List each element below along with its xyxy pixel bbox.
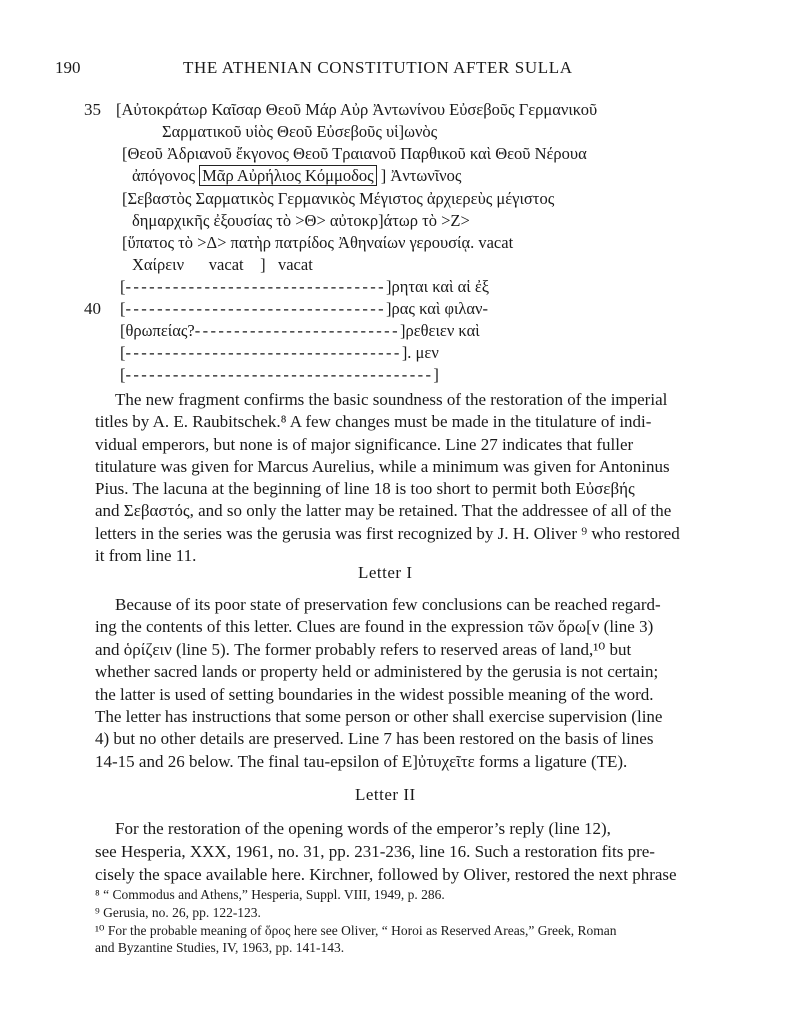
text-line: Because of its poor state of preservation few conclusions can be reached regard- [115,595,661,614]
text-line: The letter has instructions that some person or other shall exercise supervision (line [95,707,663,727]
paragraph-letter-2 [95,817,677,886]
text-line: and Σεβαστός, and so only the latter may be retained. That the addressee of all of the [95,501,672,521]
line-number: 40 [84,299,101,318]
text-line: letters in the series was the gerusia was first recognized by J. H. Oliver ⁹ who restored [95,523,680,543]
inscription-text: ἀπόγονος [132,166,196,185]
erased-name-box: Μᾶρ Αὐρήλιος Κόμμοδος [199,165,377,186]
text-line: whether sacred lands or property held or administered by the gerusia is not certain; [95,662,659,682]
inscription-line: Χαίρειν vacat ] vacat [132,255,313,274]
line-number: 35 [84,100,101,119]
text-line: 4) but no other details are preserved. Line 7 has been restored on the basis of lines [95,729,654,749]
lacuna-line: [---------------------------------]ρας καὶ φιλαν- [120,299,489,318]
inscription-line: [Θεοῦ Ἀδριανοῦ ἔκγονος Θεοῦ Τραιανοῦ Παρθικοῦ καὶ Θεοῦ Νέρουα [122,144,587,163]
lacuna-line: [-----------------------------------]. μεν [120,343,439,362]
text-line: The new fragment confirms the basic soundness of the restoration of the imperial [115,390,668,409]
inscription-line: [Σεβαστὸς Σαρματικὸς Γερμανικὸς Μέγιστος ἀρχιερεὺς μέγιστος [122,189,555,208]
text-line: ing the contents of this letter. Clues are found in the expression τῶν ὅρω[ν (line 3) [95,617,654,637]
text-line: Pius. The lacuna at the beginning of line 18 is too short to permit both Εὐσεβής [95,479,635,499]
running-title: THE ATHENIAN CONSTITUTION AFTER SULLA [183,58,573,77]
text-line: vidual emperors, but none is of major significance. Line 27 indicates that fuller [95,434,634,454]
inscription-line: Σαρματικοῦ υἱὸς Θεοῦ Εὐσεβοῦς υἱ]ωνὸς [162,122,438,141]
inscription-line [132,166,461,186]
inscription-text: ] Ἀντωνῖνος [380,166,462,185]
text-line: titles by A. E. Raubitschek.⁸ A few changes must be made in the titulature of indi- [95,412,652,432]
footnote-10: ¹⁰ For the probable meaning of ὅρος here see Oliver, “ Horoi as Reserved Areas,” Greek, Roman [95,923,617,938]
inscription-line: [ὕπατος τὸ >Δ> πατὴρ πατρίδος Ἀθηναίων γερουσίᾳ. vacat [122,233,514,252]
footnote-9: ⁹ Gerusia, no. 26, pp. 122-123. [95,905,261,920]
paragraph-commentary [95,389,680,567]
footnote-8: ⁸ “ Commodus and Athens,” Hesperia, Suppl. VIII, 1949, p. 286. [95,887,445,902]
inscription-line: [Αὐτοκράτωρ Καῖσαρ Θεοῦ Μάρ Αὐρ Ἀντωνίνου Εὐσεβοῦς Γερμανικοῦ [116,100,598,119]
lacuna-line: [θρωπείας?--------------------------]ρεθειεν καὶ [120,321,480,340]
lacuna-line: [---------------------------------------] [120,365,439,384]
footnote-10-cont: and Byzantine Studies, IV, 1963, pp. 141-143. [95,940,345,955]
text-line: titulature was given for Marcus Aurelius, while a minimum was given for Antoninus [95,456,670,476]
section-heading-letter-2: Letter II [355,785,416,804]
section-heading-letter-1: Letter I [358,563,413,582]
text-line: and ὁρίζειν (line 5). The former probably refers to reserved areas of land,¹⁰ but [95,639,632,659]
text-line: 14-15 and 26 below. The final tau-epsilon of Ε]ὐτυχεῖτε forms a ligature (ΤΕ). [95,751,628,771]
text-line: see Hesperia, XXX, 1961, no. 31, pp. 231-236, line 16. Such a restoration fits pre- [95,842,655,861]
inscription-line: δημαρχικῆς ἐξουσίας τὸ >Θ> αὐτοκρ]άτωρ τὸ >Ζ> [132,211,470,230]
lacuna-line: [---------------------------------]ρηται καὶ αἱ ἐξ [120,277,490,296]
text-line: cisely the space available here. Kirchner, followed by Oliver, restored the next phrase [95,865,677,884]
text-line: For the restoration of the opening words of the emperor’s reply (line 12), [115,819,611,838]
text-line: the latter is used of setting boundaries in the widest possible meaning of the word. [95,684,654,704]
paragraph-letter-1 [95,594,662,773]
text-line: it from line 11. [95,546,197,566]
page-number: 190 [55,58,81,77]
